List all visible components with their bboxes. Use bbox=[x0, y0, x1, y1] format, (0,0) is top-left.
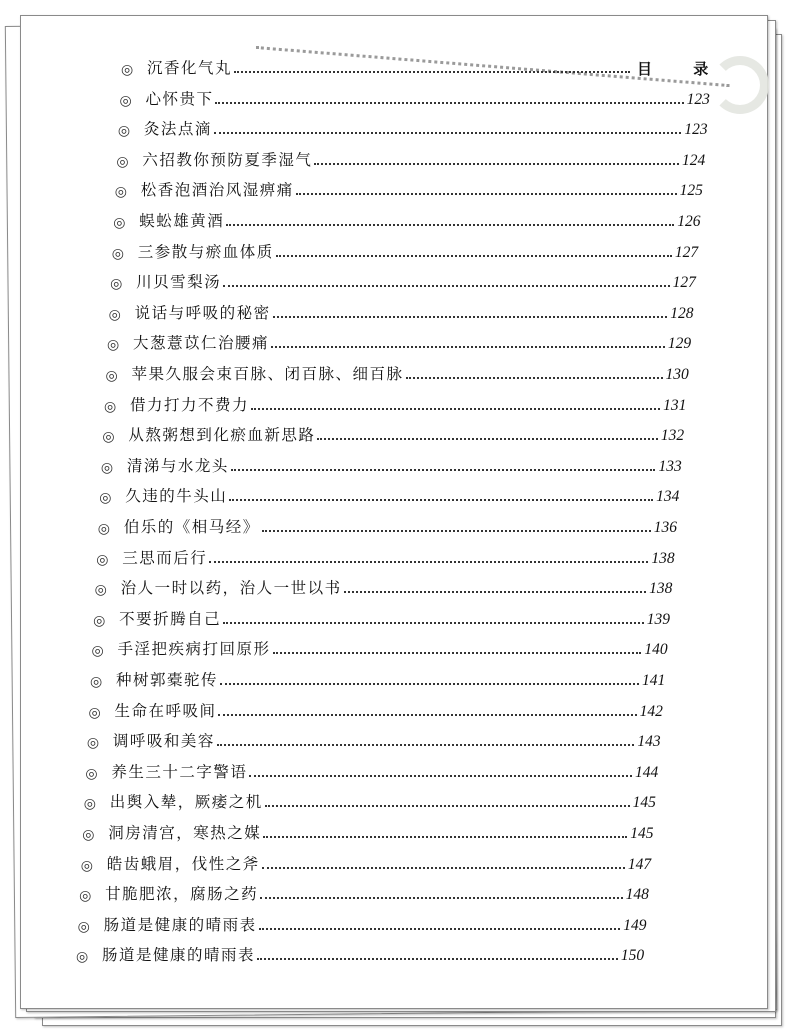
bullet-icon: ◎ bbox=[107, 337, 120, 354]
entry-page-number: 142 bbox=[639, 702, 663, 720]
dot-leader bbox=[273, 316, 668, 318]
entry-title: 手淫把疾病打回原形 bbox=[117, 640, 271, 659]
dot-leader bbox=[276, 255, 672, 257]
dot-leader bbox=[231, 469, 656, 471]
entry-page-number: 136 bbox=[653, 519, 677, 536]
entry-page-number: 127 bbox=[674, 243, 699, 261]
toc-entry[interactable] bbox=[95, 576, 673, 598]
entry-title: 皓齿蛾眉，伐性之斧 bbox=[106, 854, 260, 873]
dot-leader bbox=[265, 805, 630, 807]
dot-leader bbox=[226, 224, 674, 226]
dot-leader bbox=[249, 775, 632, 777]
entry-page-number: 131 bbox=[663, 396, 687, 414]
bullet-icon: ◎ bbox=[86, 735, 100, 752]
toc-entry[interactable] bbox=[102, 423, 684, 445]
toc-entry[interactable] bbox=[101, 454, 683, 476]
entry-title: 从熬粥想到化瘀血新思路 bbox=[128, 426, 316, 445]
toc-entry[interactable] bbox=[93, 607, 671, 629]
bullet-icon: ◎ bbox=[113, 215, 126, 231]
bullet-icon: ◎ bbox=[77, 918, 90, 935]
bullet-icon: ◎ bbox=[88, 704, 101, 721]
bullet-icon: ◎ bbox=[93, 612, 106, 629]
entry-page-number: 138 bbox=[649, 580, 673, 598]
entry-title: 借力打力不费力 bbox=[129, 395, 249, 414]
bullet-icon: ◎ bbox=[116, 153, 129, 170]
dot-leader bbox=[296, 193, 677, 195]
entry-title: 松香泡酒治风湿痹痛 bbox=[140, 181, 294, 200]
entry-page-number: 134 bbox=[656, 488, 680, 506]
toc-entry[interactable] bbox=[109, 301, 695, 323]
toc-entry[interactable] bbox=[113, 209, 701, 231]
toc-entry[interactable] bbox=[85, 760, 659, 782]
toc-entry[interactable] bbox=[78, 913, 648, 935]
toc-entry[interactable] bbox=[118, 117, 708, 139]
dot-leader bbox=[259, 928, 621, 930]
toc-entry[interactable] bbox=[79, 882, 649, 904]
dot-leader bbox=[263, 836, 627, 838]
entry-title: 生命在呼吸间 bbox=[114, 701, 217, 720]
dot-leader bbox=[262, 867, 625, 869]
entry-title: 治人一时以药，治人一世以书 bbox=[120, 579, 342, 598]
entry-title: 肠道是健康的晴雨表 bbox=[102, 946, 256, 965]
entry-title: 调呼吸和美容 bbox=[112, 732, 215, 751]
dot-leader bbox=[229, 499, 653, 501]
dot-leader bbox=[406, 377, 663, 379]
entry-title: 说话与呼吸的秘密 bbox=[134, 303, 271, 322]
bullet-icon: ◎ bbox=[117, 123, 131, 140]
entry-page-number: 125 bbox=[679, 182, 703, 200]
dot-leader bbox=[273, 652, 642, 654]
entry-title: 久违的牛头山 bbox=[125, 487, 228, 506]
entry-page-number: 127 bbox=[672, 274, 696, 292]
entry-page-number: 140 bbox=[644, 641, 668, 659]
page-header-title: 目 录 bbox=[637, 60, 727, 78]
bullet-icon: ◎ bbox=[103, 398, 117, 415]
dot-leader bbox=[209, 561, 648, 563]
toc-entry[interactable] bbox=[87, 729, 661, 751]
dot-leader bbox=[218, 714, 636, 716]
entry-page-number: 129 bbox=[667, 335, 692, 353]
dot-leader bbox=[317, 438, 657, 440]
dot-leader bbox=[251, 408, 660, 410]
toc-entry[interactable] bbox=[121, 56, 657, 78]
toc-entry[interactable] bbox=[106, 362, 690, 384]
entry-page-number: 145 bbox=[632, 794, 656, 812]
bullet-icon: ◎ bbox=[105, 368, 118, 384]
bullet-icon: ◎ bbox=[96, 551, 109, 568]
entry-page-number: 143 bbox=[637, 733, 661, 751]
entry-title: 沉香化气丸 bbox=[147, 59, 233, 77]
toc-entry[interactable] bbox=[107, 331, 692, 353]
entry-page-number: 130 bbox=[665, 366, 689, 383]
entry-title: 养生三十二字警语 bbox=[111, 762, 248, 781]
toc-entry[interactable] bbox=[84, 790, 657, 812]
entry-page-number: 145 bbox=[630, 825, 654, 842]
dot-leader bbox=[215, 102, 683, 104]
entry-page-number: 124 bbox=[681, 151, 706, 169]
bullet-icon: ◎ bbox=[99, 490, 112, 507]
bullet-icon: ◎ bbox=[97, 521, 110, 537]
entry-page-number: 133 bbox=[658, 457, 682, 475]
entry-page-number: 128 bbox=[670, 304, 694, 322]
dot-leader bbox=[271, 346, 665, 348]
entry-title: 心怀贵下 bbox=[145, 89, 214, 108]
toc-entry[interactable] bbox=[76, 943, 645, 965]
toc-entry[interactable] bbox=[81, 852, 652, 874]
entry-page-number: 141 bbox=[642, 672, 666, 689]
toc-entry[interactable] bbox=[90, 668, 666, 690]
toc-entry[interactable] bbox=[112, 240, 699, 262]
bullet-icon: ◎ bbox=[83, 796, 97, 813]
entry-title: 三思而后行 bbox=[122, 548, 208, 567]
toc-entry[interactable] bbox=[119, 87, 710, 109]
entry-title: 种树郭橐驼传 bbox=[116, 671, 219, 689]
dot-leader bbox=[223, 285, 669, 287]
dot-leader bbox=[262, 530, 651, 532]
entry-page-number: 132 bbox=[660, 427, 685, 445]
toc-entry[interactable] bbox=[116, 148, 706, 170]
entry-page-number: 148 bbox=[625, 886, 649, 904]
entry-title: 大葱薏苡仁治腰痛 bbox=[133, 334, 270, 353]
dot-leader bbox=[260, 897, 622, 899]
dot-leader bbox=[220, 683, 639, 685]
entry-title: 洞房清宫，寒热之媒 bbox=[108, 824, 262, 842]
toc-entry[interactable] bbox=[98, 515, 678, 537]
entry-title: 川贝雪梨汤 bbox=[136, 273, 222, 292]
entry-page-number: 126 bbox=[677, 213, 701, 230]
entry-title: 不要折腾自己 bbox=[119, 609, 222, 628]
entry-page-number: 123 bbox=[684, 121, 708, 139]
bullet-icon: ◎ bbox=[114, 184, 128, 201]
dot-leader bbox=[234, 71, 630, 73]
bullet-icon: ◎ bbox=[110, 276, 123, 293]
entry-page-number: 123 bbox=[686, 90, 710, 108]
bullet-icon: ◎ bbox=[90, 674, 103, 690]
bullet-icon: ◎ bbox=[76, 949, 89, 966]
bullet-icon: ◎ bbox=[108, 306, 121, 323]
toc-entry[interactable] bbox=[99, 484, 680, 506]
bullet-icon: ◎ bbox=[91, 643, 104, 660]
bullet-icon: ◎ bbox=[121, 62, 134, 78]
bullet-icon: ◎ bbox=[94, 582, 107, 599]
toc-entry[interactable] bbox=[110, 270, 696, 292]
bullet-icon: ◎ bbox=[119, 92, 132, 109]
entry-title: 灸法点滴 bbox=[143, 120, 212, 139]
toc-entry[interactable] bbox=[115, 178, 704, 200]
entry-title: 甘脆肥浓，腐肠之药 bbox=[105, 885, 259, 904]
bullet-icon: ◎ bbox=[111, 245, 124, 262]
toc-entry[interactable] bbox=[88, 699, 663, 721]
dot-leader bbox=[223, 622, 644, 624]
entry-title: 六招教你预防夏季湿气 bbox=[142, 150, 313, 169]
toc-entry[interactable] bbox=[96, 546, 675, 568]
entry-title: 伯乐的《相马经》 bbox=[123, 518, 260, 536]
entry-page-number: 138 bbox=[651, 549, 675, 567]
toc-entry[interactable] bbox=[104, 393, 687, 415]
dot-leader bbox=[314, 163, 679, 165]
bullet-icon: ◎ bbox=[79, 888, 92, 905]
bullet-icon: ◎ bbox=[100, 459, 114, 476]
bullet-icon: ◎ bbox=[102, 429, 115, 446]
entry-title: 清涕与水龙头 bbox=[126, 456, 229, 475]
dot-leader bbox=[214, 132, 681, 134]
toc-page bbox=[20, 15, 768, 1009]
entry-title: 三参散与瘀血体质 bbox=[137, 242, 274, 261]
bullet-icon: ◎ bbox=[85, 765, 98, 782]
entry-page-number: 144 bbox=[634, 763, 659, 781]
entry-page-number: 149 bbox=[623, 916, 647, 934]
bullet-icon: ◎ bbox=[80, 857, 93, 874]
bullet-icon: ◎ bbox=[82, 827, 95, 843]
toc-entry[interactable] bbox=[82, 821, 654, 843]
entry-page-number: 139 bbox=[646, 610, 670, 628]
entry-title: 苹果久服会束百脉、闭百脉、细百脉 bbox=[131, 365, 404, 383]
dot-leader bbox=[344, 591, 646, 593]
toc-entry[interactable] bbox=[92, 637, 669, 659]
entry-page-number: 147 bbox=[627, 855, 652, 873]
entry-title: 肠道是健康的晴雨表 bbox=[103, 915, 257, 934]
dot-leader bbox=[257, 958, 618, 960]
entry-page-number: 150 bbox=[620, 947, 645, 965]
dot-leader bbox=[217, 744, 634, 746]
entry-title: 出舆入辇，厥痿之机 bbox=[109, 793, 263, 812]
entry-title: 蜈蚣雄黄酒 bbox=[139, 212, 225, 230]
